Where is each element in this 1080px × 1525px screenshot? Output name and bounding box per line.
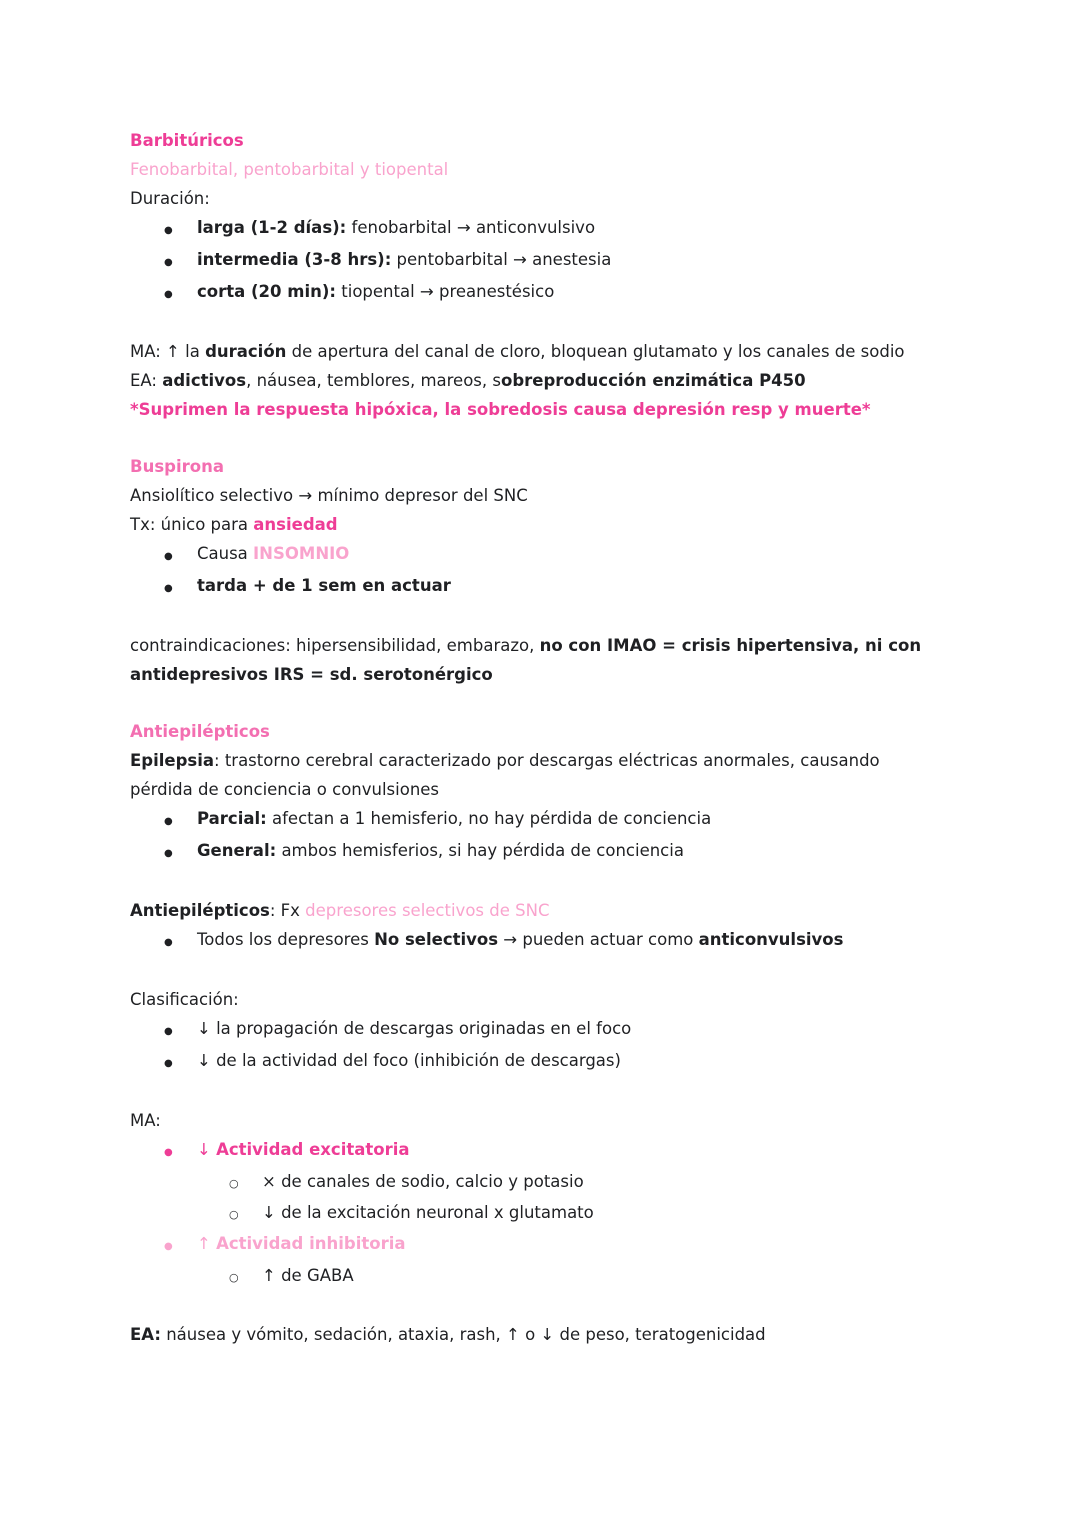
insomnio-highlight: INSOMNIO [253,544,350,563]
ea-bold1: adictivos [162,371,247,390]
fx-bullet-mid: → pueden actuar como [498,930,699,949]
bullet-icon [164,925,197,957]
list-item-text: ↓ la propagación de descargas originadas en el foco [197,1019,632,1038]
general-rest: ambos hemisferios, si hay pérdida de conciencia [276,841,684,860]
list-item-todos-depresores [130,925,945,957]
warning-line: *Suprimen la respuesta hipóxica, la sobredosis causa depresión resp y muerte* [130,400,871,419]
list-item-text [197,925,945,954]
list-item-text: ↑ de GABA [262,1266,354,1285]
ea-final-bold: EA: [130,1325,161,1344]
list-item-actividad-inhibitoria [130,1229,945,1261]
duracion-larga-rest: fenobarbital → anticonvulsivo [346,218,596,237]
ma-label: MA: [130,1111,161,1130]
list-item-text: ↓ de la actividad del foco (inhibición de descargas) [197,1051,621,1070]
fx-bold: Antiepilépticos [130,901,270,920]
list-item-duracion-larga [130,213,945,245]
list-item-text [197,213,945,242]
inhibitoria-arrow: ↑ [197,1234,217,1253]
duracion-corta-rest: tiopental → preanestésico [336,282,555,301]
duracion-intermedia-bold: intermedia (3-8 hrs): [197,250,392,269]
ma-paragraph-barbituricos [130,337,945,366]
list-item-insomnio [130,539,945,571]
list-item-text [197,277,945,306]
list-item-text: ↓ de la excitación neuronal x glutamato [262,1203,594,1222]
tx-highlight: ansiedad [253,515,338,534]
list-item-clasificacion-1 [130,1014,945,1046]
list-item-tarda [130,571,945,603]
circle-bullet-icon [229,1167,262,1198]
section-heading-antiepilepticos: Antiepilépticos [130,722,270,741]
contra-pre: contraindicaciones: hipersensibilidad, embarazo, [130,636,540,655]
buspirona-tx-line [130,510,945,539]
insomnio-pre: Causa [197,544,254,563]
excitatoria-arrow: ↓ [197,1140,217,1159]
list-item-excitacion-glutamato [130,1198,945,1229]
list-item-duracion-corta [130,277,945,309]
ea-mid: , náusea, temblores, mareos, s [246,371,501,390]
bullet-icon [164,1014,197,1046]
circle-bullet-icon [229,1261,262,1292]
ea-paragraph-antiepilepticos [130,1320,945,1349]
bullet-icon [164,1046,197,1078]
clasificacion-label: Clasificación: [130,990,239,1009]
contra-bold: no con IMAO = crisis hipertensiva, ni con antidepresivos IRS = sd. serotonérgico [130,636,922,684]
parcial-bold: Parcial: [197,809,267,828]
fx-line [130,896,945,925]
list-item-text [197,245,945,274]
bullet-icon [164,1229,197,1261]
duracion-corta-bold: corta (20 min): [197,282,337,301]
bullet-icon [164,213,197,245]
epilepsia-paragraph [130,746,945,804]
list-item-duracion-intermedia [130,245,945,277]
ma-pre: MA: ↑ la [130,342,206,361]
epilepsia-bold: Epilepsia [130,751,215,770]
fx-mid: : Fx [269,901,306,920]
bullet-icon [164,836,197,868]
ea-final-text: náusea y vómito, sedación, ataxia, rash, ↑ o ↓ de peso, teratogenicidad [160,1325,766,1344]
bullet-icon [164,1135,197,1167]
ma-post: de apertura del canal de cloro, bloquean glutamato y los canales de sodio [286,342,905,361]
fx-bullet-bold2: anticonvulsivos [698,930,844,949]
epilepsia-text: : trastorno cerebral caracterizado por descargas eléctricas anormales, causando pérdida de conciencia o convulsiones [130,751,880,799]
ea-pre: EA: [130,371,163,390]
list-item-text [197,804,945,833]
list-item-text: tarda + de 1 sem en actuar [197,576,451,595]
bullet-icon [164,571,197,603]
list-item-actividad-excitatoria [130,1135,945,1167]
list-item-text [197,539,945,568]
section-subheading-barbituricos: Fenobarbital, pentobarbital y tiopental [130,160,449,179]
duracion-intermedia-rest: pentobarbital → anestesia [391,250,612,269]
excitatoria-label: Actividad excitatoria [216,1140,410,1159]
list-item-clasificacion-2 [130,1046,945,1078]
duracion-larga-bold: larga (1-2 días): [197,218,347,237]
bullet-icon [164,277,197,309]
fx-bullet-pre: Todos los depresores [197,930,375,949]
list-item-text: × de canales de sodio, calcio y potasio [262,1172,584,1191]
bullet-icon [164,245,197,277]
fx-bullet-bold1: No selectivos [374,930,499,949]
list-item-gaba [130,1261,945,1292]
duracion-label: Duración: [130,189,210,208]
bullet-icon [164,539,197,571]
general-bold: General: [197,841,277,860]
ea-bold2: obreproducción enzimática P450 [500,371,806,390]
ea-paragraph-barbituricos [130,366,945,395]
inhibitoria-label: Actividad inhibitoria [216,1234,406,1253]
list-item-text [197,1229,945,1258]
section-heading-buspirona: Buspirona [130,457,224,476]
parcial-rest: afectan a 1 hemisferio, no hay pérdida de conciencia [266,809,712,828]
list-item-canales [130,1167,945,1198]
list-item-text [197,1135,945,1164]
ma-bold: duración [205,342,287,361]
list-item-general [130,836,945,868]
list-item-text [197,836,945,865]
section-heading-barbituricos: Barbitúricos [130,131,244,150]
contraindicaciones-paragraph [130,631,945,689]
tx-pre: Tx: único para [130,515,254,534]
list-item-parcial [130,804,945,836]
buspirona-line1: Ansiolítico selectivo → mínimo depresor del SNC [130,486,528,505]
bullet-icon [164,804,197,836]
fx-highlight: depresores selectivos de SNC [305,901,550,920]
circle-bullet-icon [229,1198,262,1229]
